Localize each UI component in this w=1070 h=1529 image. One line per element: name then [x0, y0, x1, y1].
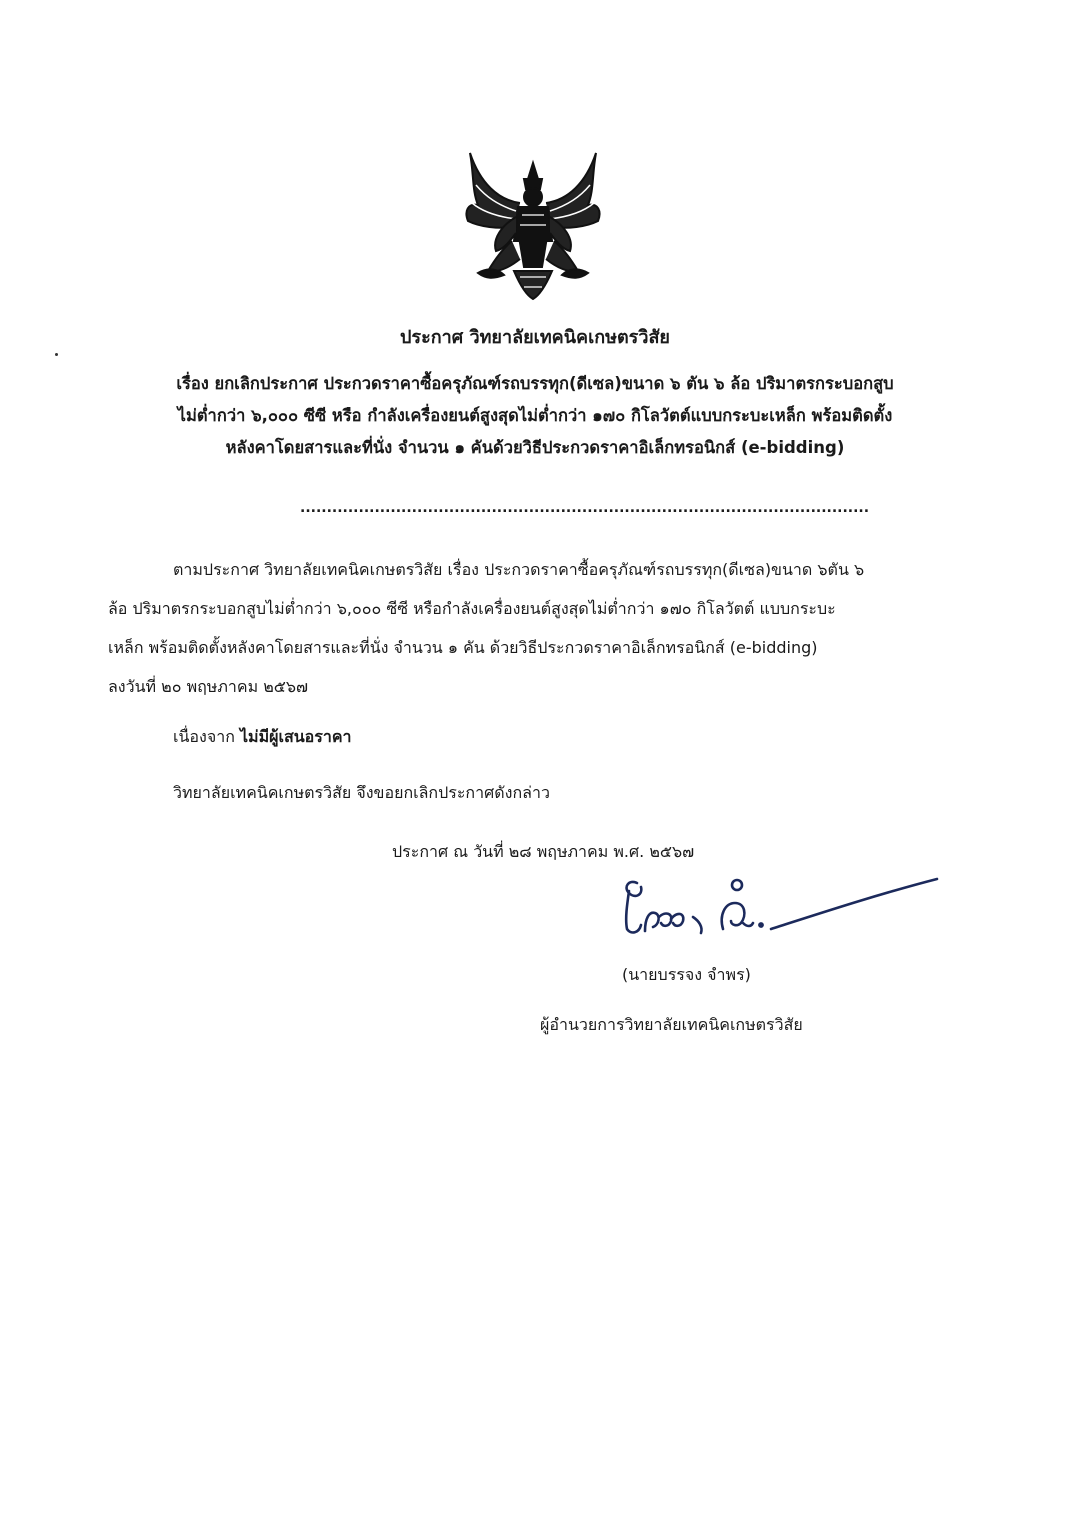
- body-line: เหล็ก พร้อมติดตั้งหลังคาโดยสารและที่นั่ง จำนวน ๑ คัน ด้วยวิธีประกวดราคาอิเล็กทรอนิกส์ (e-bidding): [108, 638, 818, 657]
- dotted-separator: ...........................................................................................................: [300, 500, 870, 516]
- announcement-heading: ประกาศ วิทยาลัยเทคนิคเกษตรวิสัย: [400, 327, 670, 348]
- signer-name: (นายบรรจง จำพร): [622, 965, 751, 984]
- body-line: ล้อ ปริมาตรกระบอกสูบไม่ต่ำกว่า ๖,๐๐๐ ซีซี หรือกำลังเครื่องยนต์สูงสุดไม่ต่ำกว่า ๑๗๐ กิโลวัตต์ แบบกระบะ: [108, 599, 836, 618]
- cancellation-reason: [173, 725, 352, 750]
- subject-line: เรื่อง ยกเลิกประกาศ ประกวดราคาซื้อครุภัณฑ์รถบรรทุก(ดีเซล)ขนาด ๖ ตัน ๖ ล้อ ปริมาตรกระบอกสูบ: [176, 374, 894, 393]
- body-line: ตามประกาศ วิทยาลัยเทคนิคเกษตรวิสัย เรื่อง ประกวดราคาซื้อครุภัณฑ์รถบรรทุก(ดีเซล)ขนาด ๖ตัน ๖: [173, 560, 865, 579]
- announcement-date: ประกาศ ณ วันที่ ๒๘ พฤษภาคม พ.ศ. ๒๕๖๗: [392, 842, 695, 861]
- scan-speck: [55, 353, 58, 356]
- cancellation-statement: วิทยาลัยเทคนิคเกษตรวิสัย จึงขอยกเลิกประกาศดังกล่าว: [173, 783, 550, 802]
- body-line: ลงวันที่ ๒๐ พฤษภาคม ๒๕๖๗: [108, 677, 309, 696]
- subject-line: ไม่ต่ำกว่า ๖,๐๐๐ ซีซี หรือ กำลังเครื่องยนต์สูงสุดไม่ต่ำกว่า ๑๗๐ กิโลวัตต์แบบกระบะเหล็ก พร้อมติดตั้ง: [177, 406, 893, 425]
- reason-prefix: เนื่องจาก: [173, 727, 240, 746]
- body-paragraph: [108, 550, 913, 706]
- garuda-emblem-icon: [458, 145, 608, 305]
- handwritten-signature: [615, 865, 945, 950]
- subject-line: หลังคาโดยสารและที่นั่ง จำนวน ๑ คันด้วยวิธีประกวดราคาอิเล็กทรอนิกส์ (e-bidding): [225, 438, 845, 457]
- announcement-subject: [150, 368, 920, 464]
- signer-title: ผู้อำนวยการวิทยาลัยเทคนิคเกษตรวิสัย: [540, 1015, 803, 1034]
- reason-text: ไม่มีผู้เสนอราคา: [239, 727, 352, 746]
